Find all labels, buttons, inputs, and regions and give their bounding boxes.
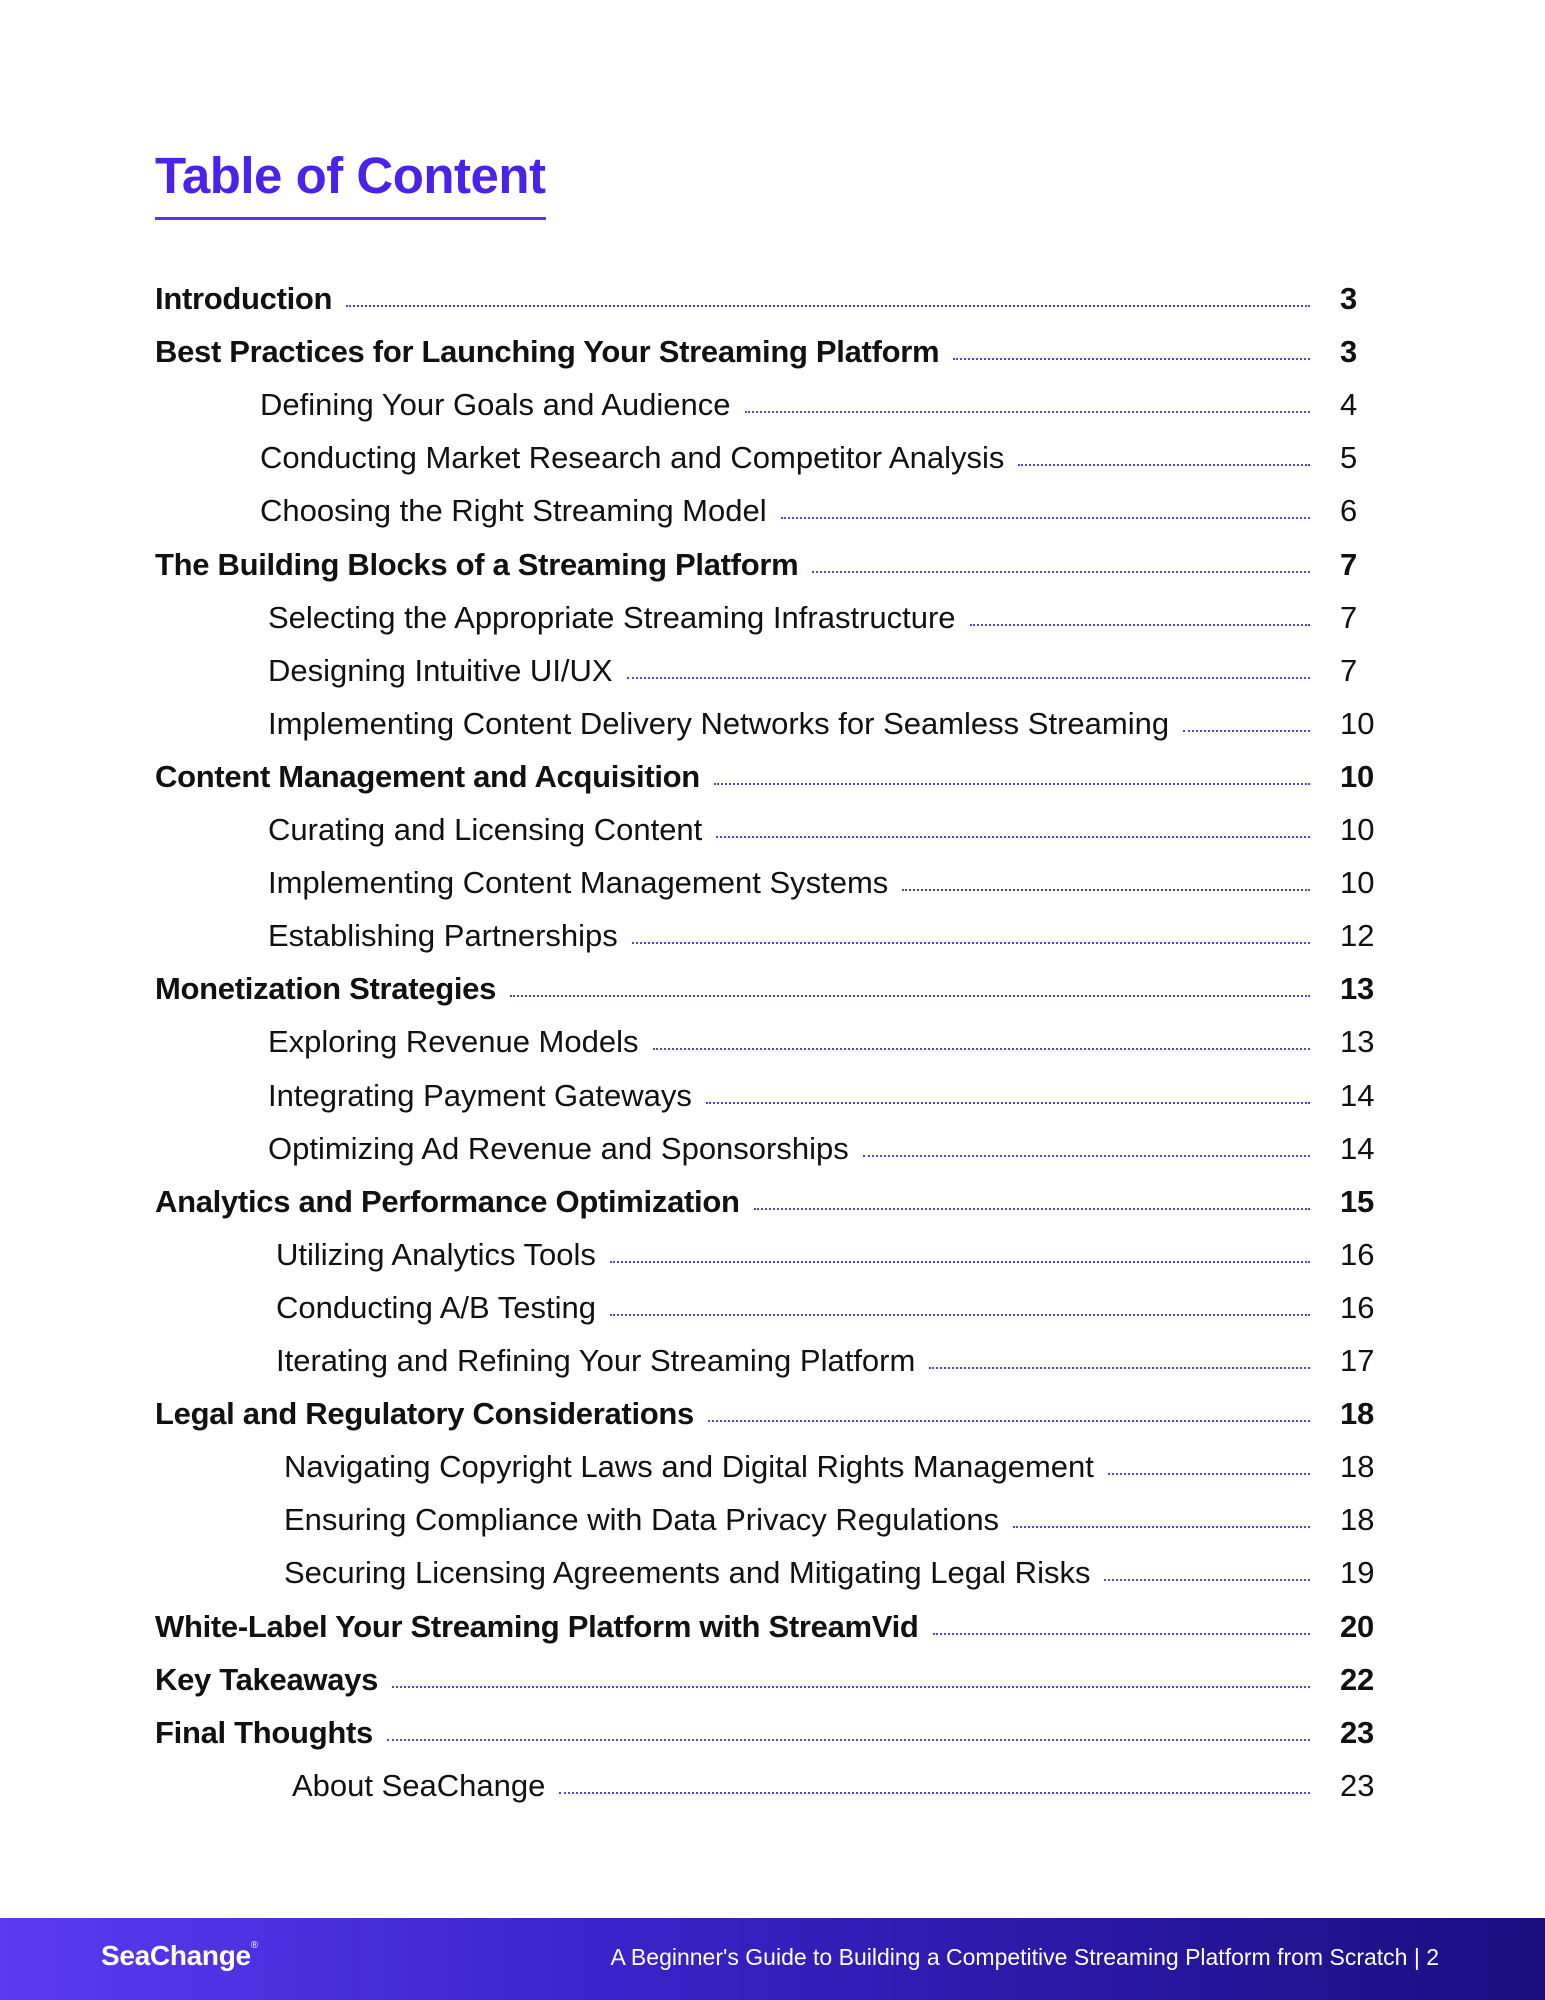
toc-entry-title: Designing Intuitive UI/UX (268, 652, 613, 688)
toc-page-number: 16 (1340, 1236, 1375, 1272)
toc-page-number: 18 (1340, 1502, 1375, 1538)
toc-subsection[interactable] (284, 1498, 1375, 1542)
toc-section[interactable] (155, 330, 1357, 374)
toc-subsection[interactable] (268, 861, 1375, 905)
toc-entry-title: Monetization Strategies (155, 971, 497, 1007)
toc-subsection[interactable] (276, 1339, 1375, 1383)
toc-section[interactable] (155, 543, 1357, 587)
dot-leader (716, 836, 1310, 838)
toc-page-number: 7 (1340, 652, 1358, 688)
toc-entry-title: Curating and Licensing Content (268, 812, 703, 847)
dot-leader (812, 571, 1310, 573)
toc-subsection[interactable] (260, 489, 1358, 533)
toc-section[interactable] (155, 1392, 1374, 1436)
toc-entry-title: About SeaChange (292, 1767, 546, 1803)
toc-subsection[interactable] (260, 383, 1358, 427)
toc-page-number: 15 (1340, 1183, 1374, 1219)
toc-subsection[interactable] (268, 808, 1375, 852)
guide-title-page-number: A Beginner's Guide to Building a Competitive Streaming Platform from Scratch | 2 (610, 1944, 1439, 1970)
toc-page-number: 13 (1340, 1024, 1375, 1060)
toc-page-number: 10 (1340, 705, 1375, 741)
toc-page-number: 13 (1340, 971, 1374, 1007)
toc-entry-title: Best Practices for Launching Your Streaming Platform (155, 334, 940, 370)
registered-mark: ® (250, 1940, 258, 1951)
toc-entry-title: Integrating Payment Gateways (268, 1077, 692, 1113)
toc-entry-title: Iterating and Refining Your Streaming Platform (276, 1343, 916, 1378)
toc-entry-title: Content Management and Acquisition (155, 758, 700, 794)
dot-leader (708, 1420, 1310, 1422)
toc-page-number: 23 (1340, 1714, 1374, 1750)
dot-leader (1108, 1473, 1310, 1475)
dot-leader (902, 889, 1310, 891)
toc-section[interactable] (155, 1180, 1374, 1224)
dot-leader (745, 411, 1310, 413)
toc-page-number: 12 (1340, 918, 1375, 954)
toc-entry-title: Exploring Revenue Models (268, 1024, 639, 1060)
toc-page-number: 19 (1340, 1555, 1375, 1591)
toc-entry-title: Securing Licensing Agreements and Mitigating Legal Risks (284, 1555, 1091, 1591)
dot-leader (559, 1792, 1310, 1794)
toc-entry-title: Key Takeaways (155, 1661, 379, 1697)
toc-subsection[interactable] (268, 702, 1375, 746)
dot-leader (346, 305, 1310, 307)
toc-entry-title: Defining Your Goals and Audience (260, 387, 731, 423)
toc-page-number: 3 (1340, 334, 1357, 370)
toc-page-number: 10 (1340, 758, 1374, 794)
toc-entry-title: Introduction (155, 281, 333, 316)
dot-leader (392, 1686, 1310, 1688)
toc-subsection[interactable] (284, 1551, 1375, 1595)
brand-name: SeaChange (101, 1940, 251, 1971)
toc-subsection[interactable] (268, 914, 1375, 958)
toc-entry-title: Final Thoughts (155, 1714, 373, 1750)
toc-page-number: 7 (1340, 599, 1358, 635)
toc-page-number: 22 (1340, 1661, 1374, 1697)
toc-subsection[interactable] (284, 1445, 1375, 1489)
toc-entry-title: Implementing Content Delivery Networks for Seamless Streaming (268, 705, 1170, 741)
dot-leader (387, 1739, 1310, 1741)
brand-logo (101, 1940, 258, 1972)
toc-entry-title: Choosing the Right Streaming Model (260, 493, 767, 529)
dot-leader (610, 1314, 1310, 1316)
toc-page-number: 14 (1340, 1130, 1375, 1166)
toc-subsection[interactable] (292, 1764, 1375, 1808)
toc-section[interactable] (155, 277, 1357, 321)
dot-leader (953, 358, 1310, 360)
toc-page-number: 18 (1340, 1449, 1375, 1485)
dot-leader (1013, 1526, 1310, 1528)
toc-subsection[interactable] (268, 596, 1358, 640)
toc-page-number: 6 (1340, 493, 1358, 529)
dot-leader (627, 677, 1310, 679)
dot-leader (610, 1261, 1310, 1263)
toc-section[interactable] (155, 967, 1374, 1011)
toc-page-number: 23 (1340, 1767, 1375, 1803)
toc-page-number: 14 (1340, 1077, 1375, 1113)
dot-leader (933, 1633, 1310, 1635)
toc-subsection[interactable] (268, 1020, 1375, 1064)
toc-entry-title: Navigating Copyright Laws and Digital Rights Management (284, 1449, 1094, 1485)
page-title: Table of Content (155, 146, 546, 220)
dot-leader (706, 1102, 1310, 1104)
dot-leader (754, 1208, 1310, 1210)
toc-subsection[interactable] (276, 1286, 1375, 1330)
dot-leader (1018, 464, 1310, 466)
toc-entry-title: Ensuring Compliance with Data Privacy Regulations (284, 1502, 1000, 1538)
toc-page-number: 4 (1340, 387, 1358, 423)
dot-leader (1183, 730, 1310, 732)
dot-leader (1104, 1579, 1310, 1581)
dot-leader (863, 1155, 1310, 1157)
toc-page-number: 3 (1340, 281, 1357, 316)
toc-entry-title: Analytics and Performance Optimization (155, 1183, 740, 1219)
toc-entry-title: White-Label Your Streaming Platform with StreamVid (155, 1608, 919, 1644)
toc-page-number: 16 (1340, 1289, 1375, 1325)
dot-leader (714, 783, 1310, 785)
dot-leader (632, 942, 1310, 944)
toc-entry-title: Legal and Regulatory Considerations (155, 1396, 694, 1432)
toc-page-number: 5 (1340, 440, 1358, 476)
toc-entry-title: Selecting the Appropriate Streaming Infrastructure (268, 599, 956, 635)
toc-entry-title: Implementing Content Management Systems (268, 865, 889, 901)
dot-leader (929, 1367, 1310, 1369)
toc-page-number: 10 (1340, 812, 1375, 847)
toc-section[interactable] (155, 1658, 1374, 1702)
toc-subsection[interactable] (268, 1074, 1375, 1118)
dot-leader (970, 624, 1310, 626)
toc-page-number: 18 (1340, 1396, 1374, 1432)
toc-entry-title: Conducting A/B Testing (276, 1289, 596, 1325)
toc-page-number: 20 (1340, 1608, 1374, 1644)
toc-entry-title: Conducting Market Research and Competitor Analysis (260, 440, 1005, 476)
toc-section[interactable] (155, 755, 1374, 799)
toc-page-number: 7 (1340, 546, 1357, 582)
toc-subsection[interactable] (268, 1127, 1375, 1171)
dot-leader (653, 1048, 1311, 1050)
toc-entry-title: Utilizing Analytics Tools (276, 1236, 596, 1272)
toc-page-number: 10 (1340, 865, 1375, 901)
toc-subsection[interactable] (268, 649, 1358, 693)
toc-entry-title: The Building Blocks of a Streaming Platform (155, 546, 799, 582)
dot-leader (781, 517, 1310, 519)
toc-entry-title: Optimizing Ad Revenue and Sponsorships (268, 1130, 849, 1166)
footer-bar (0, 1918, 1545, 2000)
toc-subsection[interactable] (260, 436, 1358, 480)
toc-section[interactable] (155, 1605, 1374, 1649)
toc-entry-title: Establishing Partnerships (268, 918, 618, 954)
toc-page-number: 17 (1340, 1343, 1375, 1378)
toc-section[interactable] (155, 1711, 1374, 1755)
dot-leader (510, 995, 1310, 997)
toc-subsection[interactable] (276, 1233, 1375, 1277)
